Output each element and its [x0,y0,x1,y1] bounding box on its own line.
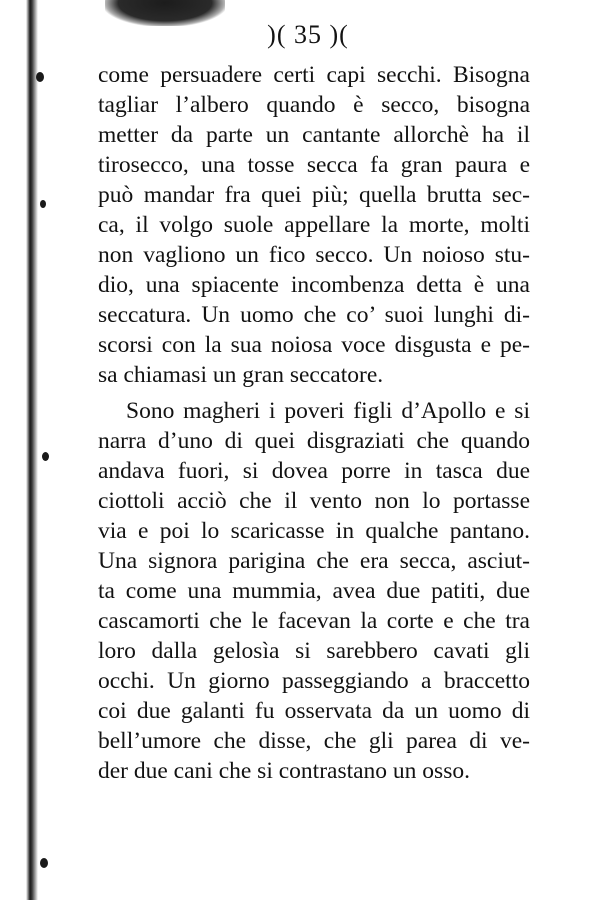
ink-blot [42,452,49,461]
text-line: coi due galanti fu osservata da un uomo di [98,698,530,724]
text-line: non vagliono un fico secco. Un noioso stu- [98,242,530,268]
ink-blot [40,200,46,208]
text-line: tagliar l’albero quando è secco, bisogna [98,92,530,118]
text-line: Una signora parigina che era secca, asciut- [98,548,530,574]
text-line: può mandar fra quei più; quella brutta sec- [98,182,530,208]
text-line: narra d’uno di quei disgraziati che quando [98,428,530,454]
text-line: ca, il volgo suole appellare la morte, molti [98,212,530,238]
text-line: cascamorti che le facevan la corte e che tra [98,608,530,634]
paragraph-1 [98,60,530,390]
text-line: der due cani che si contrastano un osso. [98,758,470,784]
text-line: bell’umore che disse, che gli parea di ve- [98,728,530,754]
text-line: loro dalla gelosìa si sarebbero cavati gli [98,638,530,664]
page-number: )( 35 )( [267,20,349,49]
text-line: sa chiamasi un gran seccatore. [98,362,384,388]
text-line: metter da parte un cantante allorchè ha il [98,122,530,148]
ink-blot [40,858,48,868]
text-line: scorsi con la sua noiosa voce disgusta e pe- [98,332,530,358]
text-line: come persuadere certi capi secchi. Bisogna [98,62,530,88]
body-text [98,60,530,786]
binding-edge-shadow [0,0,58,900]
paragraph-2 [98,396,530,786]
text-line: dio, una spiacente incombenza detta è una [98,272,530,298]
text-line: seccatura. Un uomo che co’ suoi lunghi di- [98,302,530,328]
ink-blot [36,72,44,82]
text-line: andava fuori, si dovea porre in tasca due [98,458,530,484]
text-line: tirosecco, una tosse secca fa gran paura e [98,152,530,178]
text-line: occhi. Un giorno passeggiando a braccetto [98,668,530,694]
text-line: ciottoli acciò che il vento non lo portasse [98,488,530,514]
text-line: ta come una mummia, avea due patiti, due [98,578,530,604]
text-line: via e poi lo scaricasse in qualche pantano. [98,518,530,544]
text-line: Sono magheri i poveri figli d’Apollo e si [126,398,530,424]
